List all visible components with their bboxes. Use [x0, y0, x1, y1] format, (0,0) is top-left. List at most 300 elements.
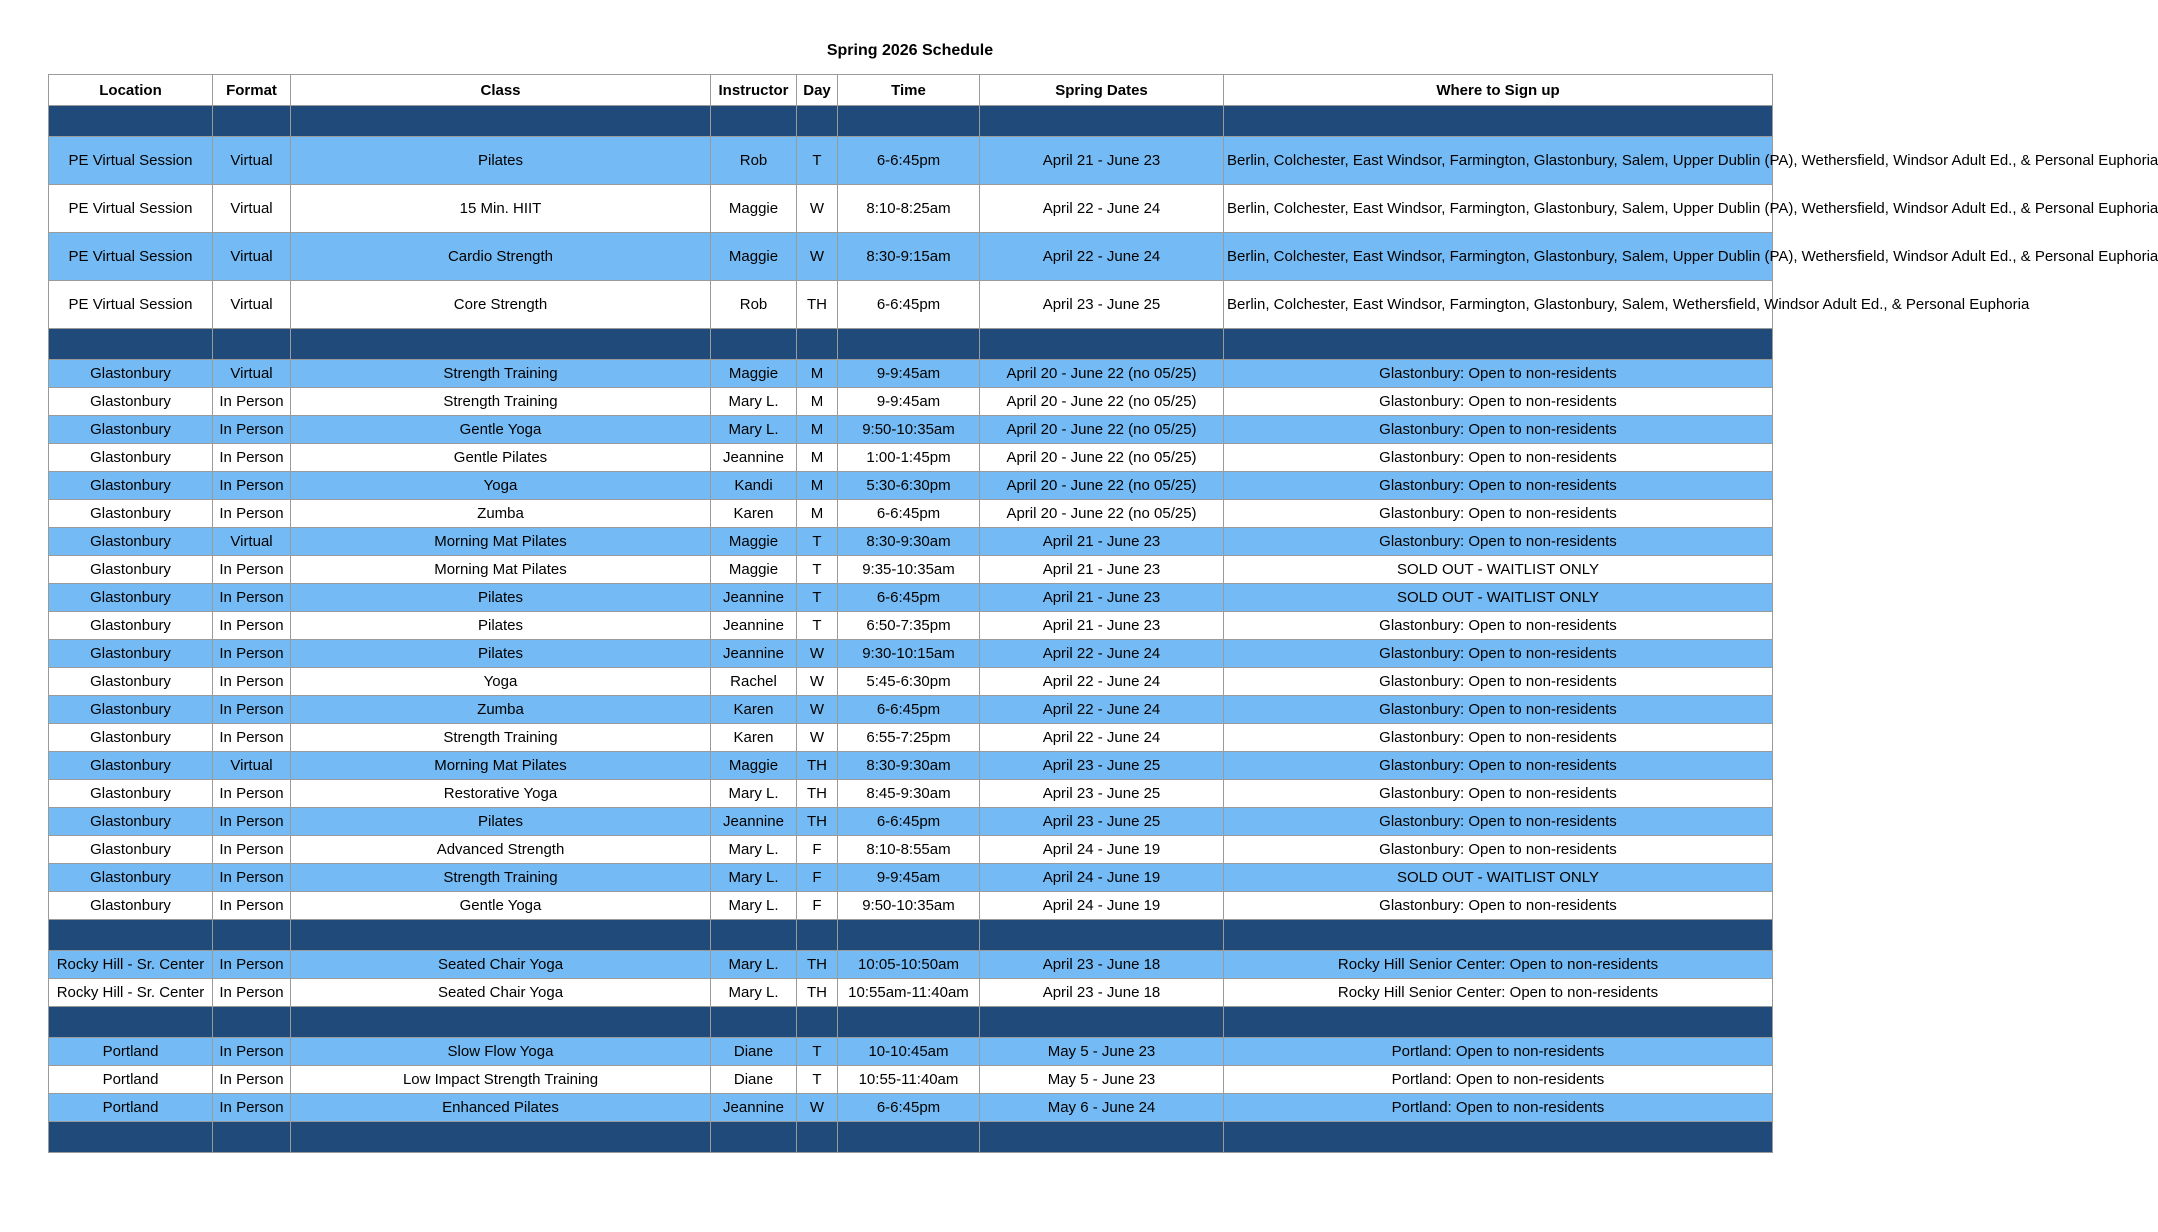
cell-day: F	[797, 836, 838, 864]
cell-spring-dates: April 21 - June 23	[980, 137, 1224, 185]
cell-location: Glastonbury	[49, 528, 213, 556]
divider-cell	[838, 1122, 980, 1153]
cell-location: PE Virtual Session	[49, 137, 213, 185]
cell-instructor: Jeannine	[711, 612, 797, 640]
cell-where-to-sign-up: Glastonbury: Open to non-residents	[1224, 528, 1773, 556]
cell-instructor: Jeannine	[711, 444, 797, 472]
cell-day: TH	[797, 780, 838, 808]
cell-instructor: Jeannine	[711, 1094, 797, 1122]
table-row	[49, 281, 1773, 329]
cell-format: In Person	[213, 444, 291, 472]
cell-class: Zumba	[291, 696, 711, 724]
section-divider-row	[49, 329, 1773, 360]
divider-cell	[838, 106, 980, 137]
cell-time: 1:00-1:45pm	[838, 444, 980, 472]
cell-time: 10:55am-11:40am	[838, 979, 980, 1007]
cell-class: Slow Flow Yoga	[291, 1038, 711, 1066]
cell-location: Portland	[49, 1066, 213, 1094]
cell-location: Glastonbury	[49, 556, 213, 584]
cell-format: In Person	[213, 951, 291, 979]
divider-cell	[980, 1007, 1224, 1038]
cell-time: 8:10-8:55am	[838, 836, 980, 864]
cell-spring-dates: May 5 - June 23	[980, 1066, 1224, 1094]
cell-class: Strength Training	[291, 724, 711, 752]
cell-class: Pilates	[291, 640, 711, 668]
cell-day: W	[797, 668, 838, 696]
cell-instructor: Maggie	[711, 185, 797, 233]
cell-format: In Person	[213, 696, 291, 724]
cell-location: Rocky Hill - Sr. Center	[49, 951, 213, 979]
divider-cell	[711, 1122, 797, 1153]
cell-spring-dates: April 20 - June 22 (no 05/25)	[980, 388, 1224, 416]
cell-where-to-sign-up: Berlin, Colchester, East Windsor, Farmington, Glastonbury, Salem, Upper Dublin (PA), Wethersfield, Windsor Adult Ed., & Personal Euphoria	[1224, 185, 1773, 233]
cell-class: Strength Training	[291, 360, 711, 388]
table-row	[49, 640, 1773, 668]
section-divider-row	[49, 1007, 1773, 1038]
cell-where-to-sign-up: Berlin, Colchester, East Windsor, Farmington, Glastonbury, Salem, Upper Dublin (PA), Wethersfield, Windsor Adult Ed., & Personal Euphoria	[1224, 137, 1773, 185]
cell-time: 6-6:45pm	[838, 281, 980, 329]
cell-class: Gentle Yoga	[291, 416, 711, 444]
cell-instructor: Mary L.	[711, 780, 797, 808]
divider-cell	[49, 1122, 213, 1153]
cell-format: In Person	[213, 808, 291, 836]
cell-spring-dates: May 6 - June 24	[980, 1094, 1224, 1122]
header-class: Class	[291, 75, 711, 106]
cell-instructor: Karen	[711, 696, 797, 724]
cell-day: TH	[797, 752, 838, 780]
cell-spring-dates: April 20 - June 22 (no 05/25)	[980, 416, 1224, 444]
cell-time: 6-6:45pm	[838, 500, 980, 528]
cell-day: TH	[797, 979, 838, 1007]
divider-cell	[711, 106, 797, 137]
cell-time: 5:30-6:30pm	[838, 472, 980, 500]
cell-day: W	[797, 1094, 838, 1122]
cell-where-to-sign-up: Glastonbury: Open to non-residents	[1224, 612, 1773, 640]
cell-format: In Person	[213, 668, 291, 696]
cell-where-to-sign-up: Glastonbury: Open to non-residents	[1224, 780, 1773, 808]
cell-spring-dates: April 23 - June 25	[980, 808, 1224, 836]
cell-where-to-sign-up: Glastonbury: Open to non-residents	[1224, 360, 1773, 388]
cell-instructor: Jeannine	[711, 584, 797, 612]
divider-cell	[797, 1007, 838, 1038]
table-row	[49, 360, 1773, 388]
cell-class: Core Strength	[291, 281, 711, 329]
divider-cell	[838, 1007, 980, 1038]
cell-location: Portland	[49, 1094, 213, 1122]
cell-location: PE Virtual Session	[49, 281, 213, 329]
cell-format: Virtual	[213, 752, 291, 780]
table-row	[49, 444, 1773, 472]
cell-format: Virtual	[213, 528, 291, 556]
cell-time: 6:55-7:25pm	[838, 724, 980, 752]
cell-where-to-sign-up: Glastonbury: Open to non-residents	[1224, 752, 1773, 780]
cell-where-to-sign-up: SOLD OUT - WAITLIST ONLY	[1224, 584, 1773, 612]
cell-class: Morning Mat Pilates	[291, 528, 711, 556]
header-where-to-sign-up: Where to Sign up	[1224, 75, 1773, 106]
divider-cell	[213, 1122, 291, 1153]
divider-cell	[1224, 329, 1773, 360]
table-row	[49, 752, 1773, 780]
cell-location: Glastonbury	[49, 836, 213, 864]
cell-instructor: Kandi	[711, 472, 797, 500]
table-row	[49, 951, 1773, 979]
cell-spring-dates: April 20 - June 22 (no 05/25)	[980, 360, 1224, 388]
cell-format: In Person	[213, 388, 291, 416]
cell-where-to-sign-up: Portland: Open to non-residents	[1224, 1094, 1773, 1122]
table-row	[49, 584, 1773, 612]
cell-time: 9:35-10:35am	[838, 556, 980, 584]
table-row	[49, 696, 1773, 724]
divider-cell	[1224, 920, 1773, 951]
table-row	[49, 528, 1773, 556]
table-row	[49, 780, 1773, 808]
divider-cell	[1224, 1122, 1773, 1153]
cell-day: W	[797, 640, 838, 668]
cell-time: 9-9:45am	[838, 864, 980, 892]
section-divider-row	[49, 106, 1773, 137]
cell-class: Pilates	[291, 584, 711, 612]
cell-class: Gentle Yoga	[291, 892, 711, 920]
cell-time: 6-6:45pm	[838, 696, 980, 724]
cell-spring-dates: April 23 - June 25	[980, 752, 1224, 780]
table-row	[49, 668, 1773, 696]
divider-cell	[980, 920, 1224, 951]
cell-day: T	[797, 137, 838, 185]
cell-day: F	[797, 864, 838, 892]
cell-time: 6-6:45pm	[838, 584, 980, 612]
cell-format: Virtual	[213, 360, 291, 388]
cell-time: 8:30-9:30am	[838, 528, 980, 556]
divider-cell	[1224, 106, 1773, 137]
cell-time: 9:50-10:35am	[838, 892, 980, 920]
cell-location: Portland	[49, 1038, 213, 1066]
cell-format: Virtual	[213, 281, 291, 329]
cell-spring-dates: April 23 - June 25	[980, 281, 1224, 329]
cell-instructor: Rob	[711, 137, 797, 185]
cell-class: Yoga	[291, 668, 711, 696]
divider-cell	[1224, 1007, 1773, 1038]
cell-spring-dates: April 22 - June 24	[980, 640, 1224, 668]
divider-cell	[980, 329, 1224, 360]
cell-format: In Person	[213, 612, 291, 640]
divider-cell	[711, 920, 797, 951]
divider-cell	[797, 920, 838, 951]
cell-where-to-sign-up: Glastonbury: Open to non-residents	[1224, 808, 1773, 836]
cell-time: 10-10:45am	[838, 1038, 980, 1066]
cell-time: 9:30-10:15am	[838, 640, 980, 668]
cell-where-to-sign-up: Portland: Open to non-residents	[1224, 1066, 1773, 1094]
cell-location: Glastonbury	[49, 500, 213, 528]
cell-where-to-sign-up: Berlin, Colchester, East Windsor, Farmington, Glastonbury, Salem, Wethersfield, Windsor Adult Ed., & Personal Euphoria	[1224, 281, 1773, 329]
cell-format: In Person	[213, 640, 291, 668]
cell-class: Enhanced Pilates	[291, 1094, 711, 1122]
cell-day: T	[797, 1038, 838, 1066]
cell-time: 6-6:45pm	[838, 1094, 980, 1122]
cell-format: In Person	[213, 780, 291, 808]
cell-day: TH	[797, 808, 838, 836]
cell-class: Morning Mat Pilates	[291, 752, 711, 780]
cell-location: Glastonbury	[49, 388, 213, 416]
cell-class: Cardio Strength	[291, 233, 711, 281]
cell-spring-dates: April 23 - June 25	[980, 780, 1224, 808]
cell-instructor: Karen	[711, 724, 797, 752]
cell-format: In Person	[213, 724, 291, 752]
cell-instructor: Mary L.	[711, 388, 797, 416]
cell-time: 9-9:45am	[838, 360, 980, 388]
cell-format: In Person	[213, 500, 291, 528]
cell-day: M	[797, 360, 838, 388]
header-row	[49, 75, 1773, 106]
table-row	[49, 1038, 1773, 1066]
cell-instructor: Mary L.	[711, 951, 797, 979]
cell-spring-dates: April 22 - June 24	[980, 724, 1224, 752]
cell-time: 5:45-6:30pm	[838, 668, 980, 696]
cell-location: Glastonbury	[49, 864, 213, 892]
cell-day: T	[797, 612, 838, 640]
cell-instructor: Maggie	[711, 752, 797, 780]
table-row	[49, 1066, 1773, 1094]
cell-instructor: Mary L.	[711, 836, 797, 864]
header-spring-dates: Spring Dates	[980, 75, 1224, 106]
divider-cell	[711, 1007, 797, 1038]
cell-day: M	[797, 388, 838, 416]
cell-location: Glastonbury	[49, 416, 213, 444]
cell-instructor: Mary L.	[711, 979, 797, 1007]
table-row	[49, 137, 1773, 185]
cell-day: T	[797, 556, 838, 584]
divider-cell	[797, 106, 838, 137]
cell-time: 10:05-10:50am	[838, 951, 980, 979]
cell-format: Virtual	[213, 137, 291, 185]
cell-format: In Person	[213, 416, 291, 444]
cell-where-to-sign-up: Glastonbury: Open to non-residents	[1224, 668, 1773, 696]
cell-location: Glastonbury	[49, 584, 213, 612]
cell-instructor: Diane	[711, 1038, 797, 1066]
cell-class: Gentle Pilates	[291, 444, 711, 472]
divider-cell	[213, 106, 291, 137]
cell-instructor: Mary L.	[711, 864, 797, 892]
cell-format: In Person	[213, 979, 291, 1007]
cell-where-to-sign-up: Glastonbury: Open to non-residents	[1224, 500, 1773, 528]
table-row	[49, 416, 1773, 444]
cell-spring-dates: April 22 - June 24	[980, 233, 1224, 281]
divider-cell	[49, 329, 213, 360]
cell-where-to-sign-up: Glastonbury: Open to non-residents	[1224, 836, 1773, 864]
table-row	[49, 892, 1773, 920]
cell-instructor: Karen	[711, 500, 797, 528]
cell-location: Glastonbury	[49, 640, 213, 668]
cell-day: TH	[797, 951, 838, 979]
divider-cell	[797, 1122, 838, 1153]
cell-where-to-sign-up: Rocky Hill Senior Center: Open to non-residents	[1224, 951, 1773, 979]
header-time: Time	[838, 75, 980, 106]
cell-location: Glastonbury	[49, 724, 213, 752]
cell-where-to-sign-up: Glastonbury: Open to non-residents	[1224, 388, 1773, 416]
cell-location: Glastonbury	[49, 444, 213, 472]
cell-spring-dates: April 22 - June 24	[980, 696, 1224, 724]
cell-day: M	[797, 416, 838, 444]
cell-spring-dates: April 24 - June 19	[980, 836, 1224, 864]
cell-day: F	[797, 892, 838, 920]
cell-time: 6:50-7:35pm	[838, 612, 980, 640]
cell-class: 15 Min. HIIT	[291, 185, 711, 233]
cell-spring-dates: April 20 - June 22 (no 05/25)	[980, 472, 1224, 500]
cell-location: Glastonbury	[49, 892, 213, 920]
divider-cell	[291, 106, 711, 137]
table-row	[49, 836, 1773, 864]
cell-time: 8:45-9:30am	[838, 780, 980, 808]
cell-spring-dates: April 22 - June 24	[980, 668, 1224, 696]
cell-time: 10:55-11:40am	[838, 1066, 980, 1094]
cell-where-to-sign-up: Glastonbury: Open to non-residents	[1224, 416, 1773, 444]
cell-format: Virtual	[213, 185, 291, 233]
cell-class: Pilates	[291, 137, 711, 185]
cell-time: 8:10-8:25am	[838, 185, 980, 233]
cell-day: W	[797, 233, 838, 281]
cell-location: Glastonbury	[49, 808, 213, 836]
header-format: Format	[213, 75, 291, 106]
cell-format: In Person	[213, 892, 291, 920]
cell-where-to-sign-up: SOLD OUT - WAITLIST ONLY	[1224, 556, 1773, 584]
cell-format: In Person	[213, 1094, 291, 1122]
cell-where-to-sign-up: SOLD OUT - WAITLIST ONLY	[1224, 864, 1773, 892]
cell-instructor: Diane	[711, 1066, 797, 1094]
cell-format: In Person	[213, 556, 291, 584]
table-row	[49, 233, 1773, 281]
cell-class: Yoga	[291, 472, 711, 500]
table-row	[49, 808, 1773, 836]
cell-day: T	[797, 1066, 838, 1094]
cell-instructor: Maggie	[711, 528, 797, 556]
cell-spring-dates: April 20 - June 22 (no 05/25)	[980, 444, 1224, 472]
cell-instructor: Maggie	[711, 556, 797, 584]
cell-location: Glastonbury	[49, 360, 213, 388]
table-row	[49, 556, 1773, 584]
cell-day: TH	[797, 281, 838, 329]
divider-cell	[49, 106, 213, 137]
page-title: Spring 2026 Schedule	[826, 42, 994, 59]
table-row	[49, 612, 1773, 640]
cell-format: In Person	[213, 1038, 291, 1066]
cell-day: T	[797, 584, 838, 612]
divider-cell	[291, 329, 711, 360]
divider-cell	[213, 1007, 291, 1038]
cell-location: PE Virtual Session	[49, 185, 213, 233]
cell-where-to-sign-up: Rocky Hill Senior Center: Open to non-residents	[1224, 979, 1773, 1007]
cell-class: Strength Training	[291, 864, 711, 892]
cell-format: In Person	[213, 836, 291, 864]
cell-location: Glastonbury	[49, 668, 213, 696]
cell-time: 8:30-9:30am	[838, 752, 980, 780]
cell-time: 6-6:45pm	[838, 137, 980, 185]
cell-day: W	[797, 724, 838, 752]
cell-instructor: Jeannine	[711, 640, 797, 668]
cell-location: Glastonbury	[49, 612, 213, 640]
divider-cell	[711, 329, 797, 360]
table-row	[49, 864, 1773, 892]
cell-instructor: Rachel	[711, 668, 797, 696]
cell-spring-dates: April 20 - June 22 (no 05/25)	[980, 500, 1224, 528]
table-row	[49, 1094, 1773, 1122]
cell-class: Zumba	[291, 500, 711, 528]
cell-spring-dates: April 24 - June 19	[980, 864, 1224, 892]
cell-spring-dates: April 23 - June 18	[980, 979, 1224, 1007]
cell-spring-dates: April 21 - June 23	[980, 612, 1224, 640]
cell-class: Restorative Yoga	[291, 780, 711, 808]
cell-format: In Person	[213, 1066, 291, 1094]
cell-instructor: Jeannine	[711, 808, 797, 836]
divider-cell	[797, 329, 838, 360]
table-row	[49, 185, 1773, 233]
cell-location: Rocky Hill - Sr. Center	[49, 979, 213, 1007]
divider-cell	[291, 920, 711, 951]
cell-instructor: Maggie	[711, 360, 797, 388]
table-row	[49, 724, 1773, 752]
cell-spring-dates: April 22 - June 24	[980, 185, 1224, 233]
cell-class: Seated Chair Yoga	[291, 979, 711, 1007]
cell-location: Glastonbury	[49, 472, 213, 500]
cell-class: Pilates	[291, 808, 711, 836]
cell-location: Glastonbury	[49, 780, 213, 808]
cell-instructor: Rob	[711, 281, 797, 329]
table-row	[49, 388, 1773, 416]
cell-where-to-sign-up: Glastonbury: Open to non-residents	[1224, 640, 1773, 668]
header-day: Day	[797, 75, 838, 106]
divider-cell	[49, 1007, 213, 1038]
cell-class: Strength Training	[291, 388, 711, 416]
cell-format: Virtual	[213, 233, 291, 281]
schedule-table	[48, 74, 2158, 1153]
divider-cell	[291, 1122, 711, 1153]
cell-day: W	[797, 185, 838, 233]
divider-cell	[980, 106, 1224, 137]
section-divider-row	[49, 1122, 1773, 1153]
divider-cell	[213, 920, 291, 951]
cell-time: 9-9:45am	[838, 388, 980, 416]
divider-cell	[980, 1122, 1224, 1153]
cell-format: In Person	[213, 864, 291, 892]
cell-spring-dates: April 21 - June 23	[980, 556, 1224, 584]
cell-day: M	[797, 500, 838, 528]
cell-spring-dates: April 21 - June 23	[980, 584, 1224, 612]
section-divider-row	[49, 920, 1773, 951]
divider-cell	[838, 920, 980, 951]
cell-where-to-sign-up: Glastonbury: Open to non-residents	[1224, 892, 1773, 920]
cell-where-to-sign-up: Glastonbury: Open to non-residents	[1224, 724, 1773, 752]
cell-instructor: Mary L.	[711, 892, 797, 920]
table-row	[49, 472, 1773, 500]
cell-spring-dates: April 21 - June 23	[980, 528, 1224, 556]
cell-instructor: Mary L.	[711, 416, 797, 444]
cell-time: 6-6:45pm	[838, 808, 980, 836]
cell-where-to-sign-up: Berlin, Colchester, East Windsor, Farmington, Glastonbury, Salem, Upper Dublin (PA), Wethersfield, Windsor Adult Ed., & Personal Euphoria	[1224, 233, 1773, 281]
divider-cell	[213, 329, 291, 360]
cell-class: Advanced Strength	[291, 836, 711, 864]
cell-spring-dates: April 23 - June 18	[980, 951, 1224, 979]
cell-time: 8:30-9:15am	[838, 233, 980, 281]
divider-cell	[49, 920, 213, 951]
cell-format: In Person	[213, 472, 291, 500]
cell-spring-dates: April 24 - June 19	[980, 892, 1224, 920]
cell-location: PE Virtual Session	[49, 233, 213, 281]
cell-where-to-sign-up: Portland: Open to non-residents	[1224, 1038, 1773, 1066]
divider-cell	[291, 1007, 711, 1038]
cell-class: Pilates	[291, 612, 711, 640]
cell-time: 9:50-10:35am	[838, 416, 980, 444]
cell-location: Glastonbury	[49, 752, 213, 780]
cell-day: M	[797, 472, 838, 500]
cell-day: W	[797, 696, 838, 724]
